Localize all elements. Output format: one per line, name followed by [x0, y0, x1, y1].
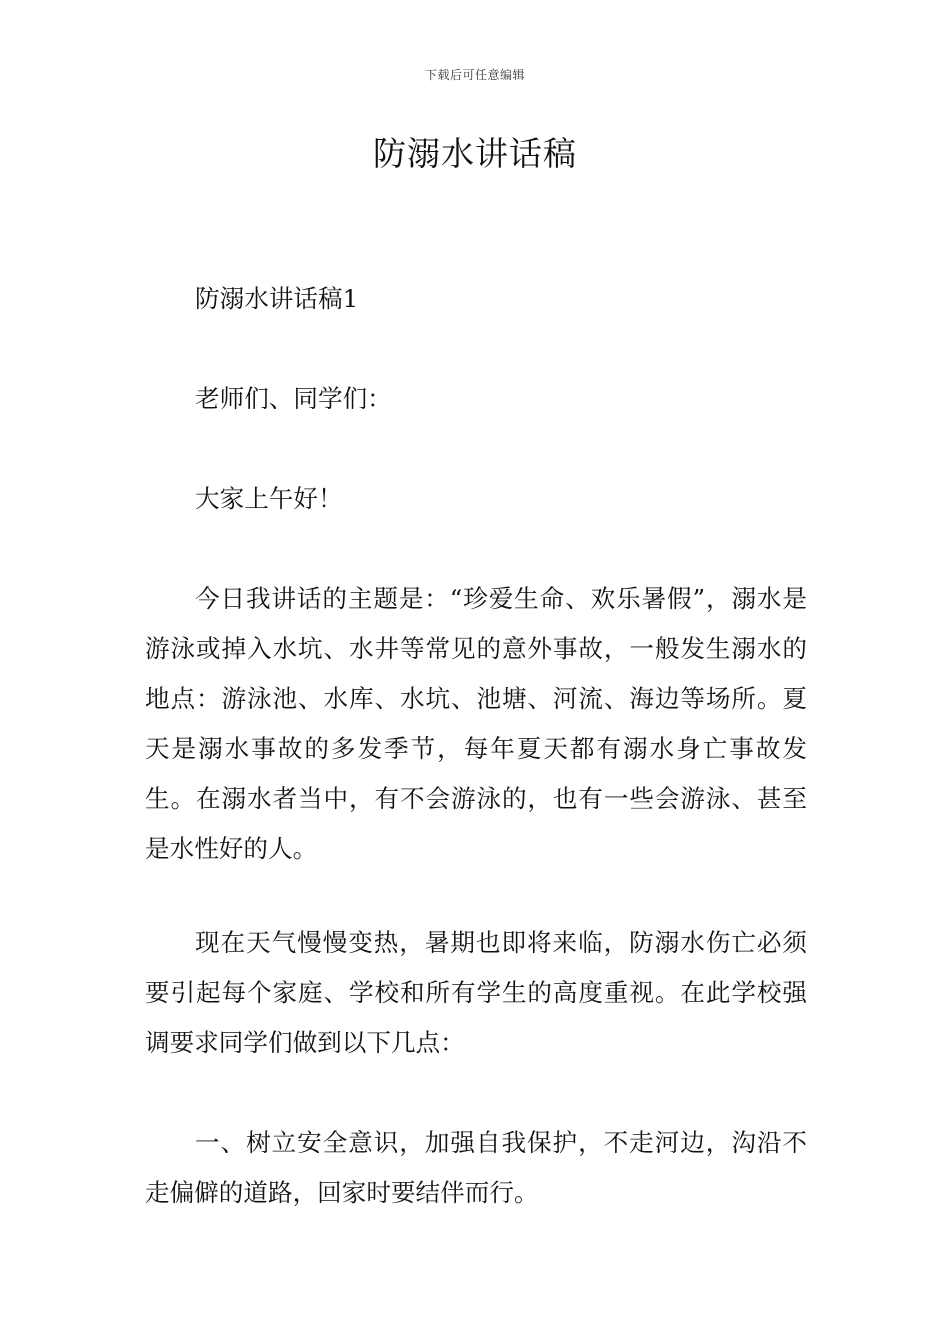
paragraph-point-one: 一、树立安全意识，加强自我保护，不走河边，沟沿不走偏僻的道路，回家时要结伴而行。	[145, 1128, 807, 1207]
paragraph-intro: 今日我讲话的主题是：“珍爱生命、欢乐暑假”，溺水是游泳或掉入水坑、水井等常见的意外事故，一般发生溺水的地点：游泳池、水库、水坑、池塘、河流、海边等场所。夏天是溺水事故的多发季节，每年夏天都有溺水身亡事故发生。在溺水者当中，有不会游泳的，也有一些会游泳、甚至是水性好的人。	[145, 584, 807, 863]
document-title: 防溺水讲话稿	[373, 134, 577, 173]
paragraph-context: 现在天气慢慢变热，暑期也即将来临，防溺水伤亡必须要引起每个家庭、学校和所有学生的高度重视。在此学校强调要求同学们做到以下几点：	[145, 928, 807, 1057]
header-note: 下载后可任意编辑	[424, 68, 525, 82]
salutation: 老师们、同学们：	[195, 384, 392, 413]
section-heading: 防溺水讲话稿1	[195, 284, 359, 313]
greeting: 大家上午好！	[195, 484, 343, 513]
